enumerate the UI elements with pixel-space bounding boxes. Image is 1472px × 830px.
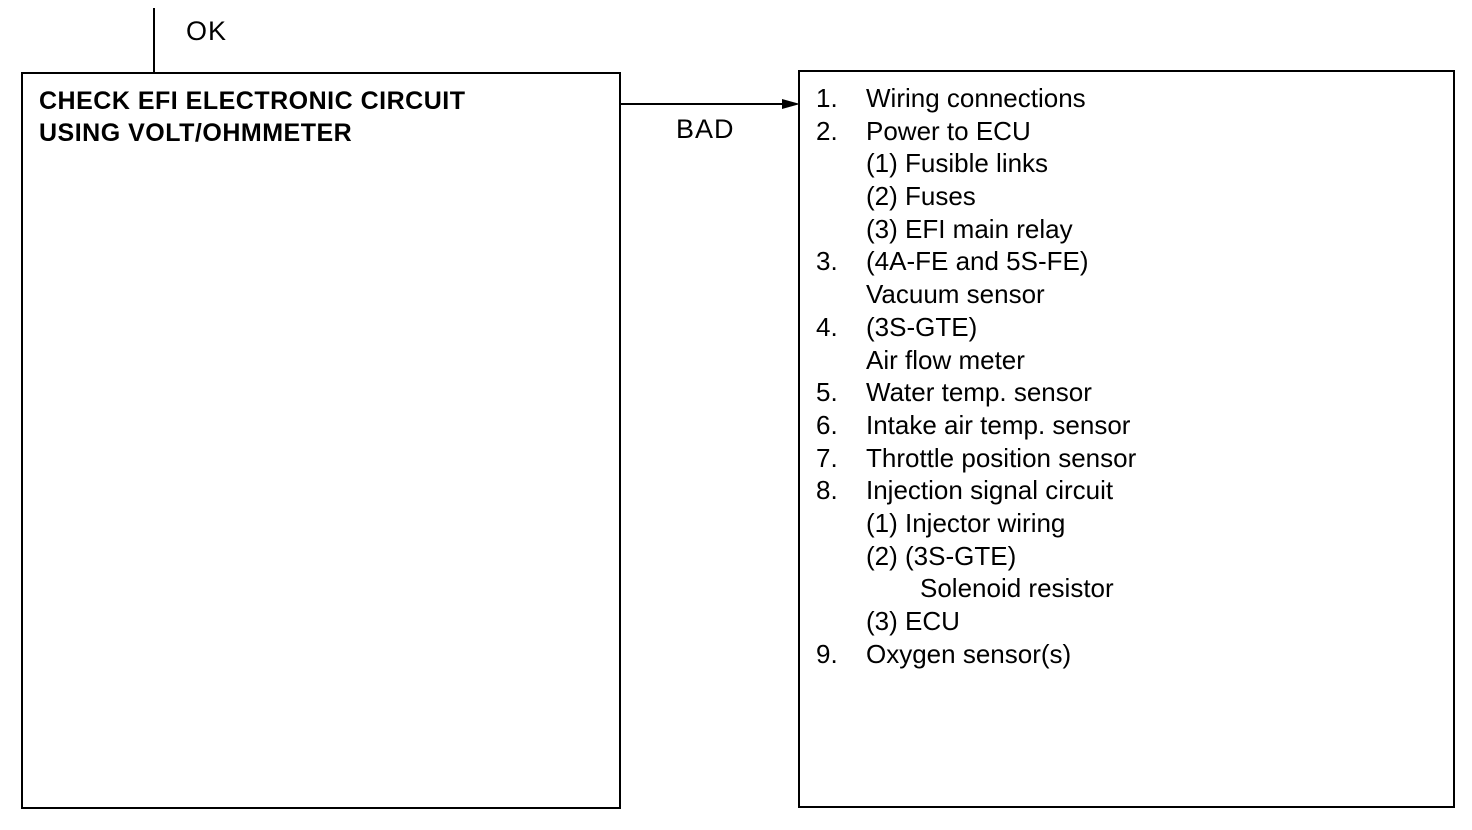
item-text: Injection signal circuit [866, 475, 1114, 506]
item-text-continuation: Vacuum sensor [866, 279, 1045, 310]
item-text: (3S-GTE) [866, 311, 978, 342]
item-text-continuation: Air flow meter [866, 344, 1025, 375]
subitem-text: (3) EFI main relay [866, 213, 1073, 244]
subitem-text: (2) Fuses [866, 181, 976, 212]
subitem-text: (2) (3S-GTE) [866, 540, 1017, 571]
item-text: Throttle position sensor [866, 442, 1137, 473]
subitem-text: (1) Injector wiring [866, 507, 1066, 538]
check-step-box [21, 72, 621, 809]
flow-line-from-above [153, 8, 155, 73]
item-number: 8. [816, 475, 838, 506]
item-number: 7. [816, 442, 838, 473]
subitem-text: (3) ECU [866, 606, 960, 636]
check-step-title [39, 85, 466, 149]
item-text: Intake air temp. sensor [866, 409, 1131, 440]
checklist-box [798, 70, 1455, 808]
item-number: 5. [816, 377, 838, 408]
item-number: 1. [816, 83, 838, 113]
item-number: 6. [816, 409, 838, 440]
item-number: 3. [816, 246, 838, 277]
item-text: Water temp. sensor [866, 377, 1092, 408]
item-number: 2. [816, 115, 838, 146]
item-text: Power to ECU [866, 115, 1031, 146]
check-step-title-line2: USING VOLT/OHMMETER [39, 119, 353, 147]
item-text: (4A-FE and 5S-FE) [866, 246, 1089, 277]
bad-label: BAD [676, 114, 735, 144]
check-step-title-line1: CHECK EFI ELECTRONIC CIRCUIT [39, 87, 466, 115]
item-text: Wiring connections [866, 83, 1086, 113]
subitem-text: (1) Fusible links [866, 148, 1049, 179]
item-text: Oxygen sensor(s) [866, 638, 1072, 669]
item-number: 9. [816, 638, 838, 669]
item-number: 4. [816, 311, 838, 342]
bad-arrow [620, 94, 800, 114]
ok-label: OK [186, 16, 228, 46]
subitem-text-continuation: Solenoid resistor [920, 573, 1114, 604]
